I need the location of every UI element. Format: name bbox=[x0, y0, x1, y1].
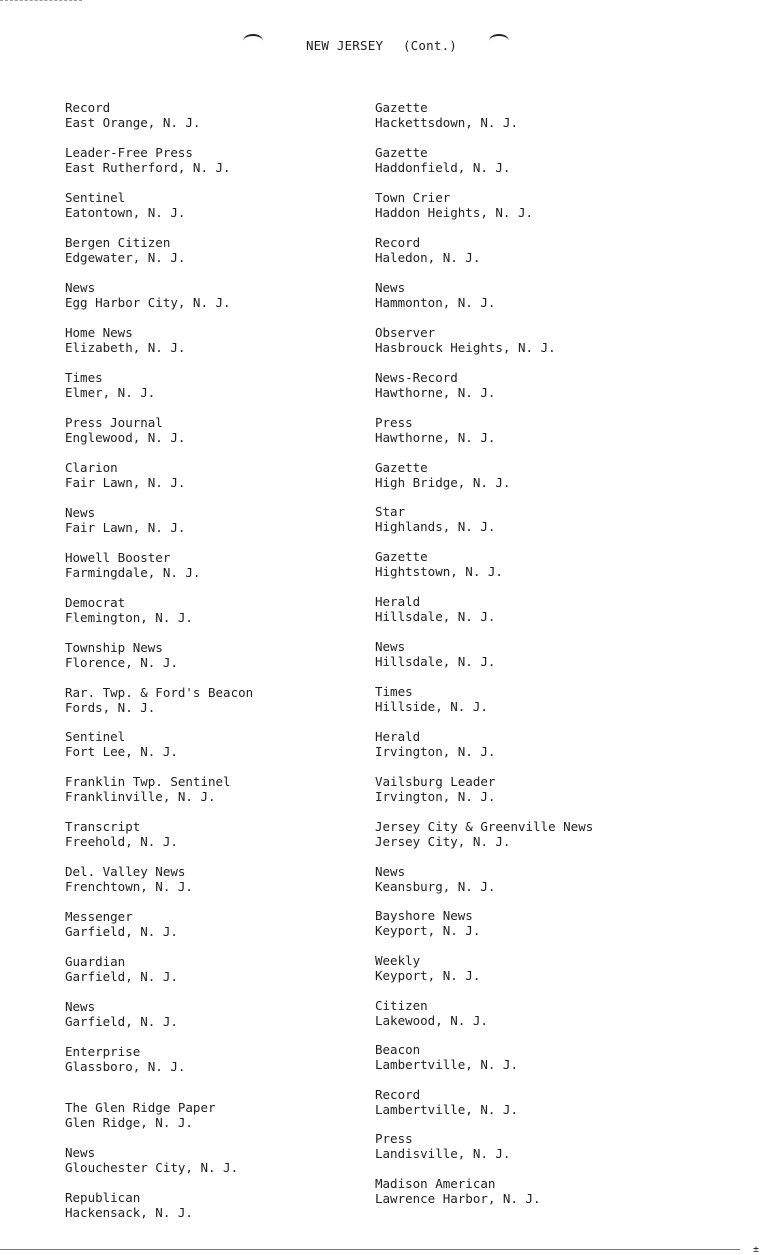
listing-entry bbox=[65, 415, 185, 445]
listing-entry bbox=[375, 1087, 518, 1117]
newspaper-name: Rar. Twp. & Ford's Beacon bbox=[65, 685, 254, 700]
newspaper-name: Madison American bbox=[375, 1176, 496, 1191]
newspaper-name: Enterprise bbox=[65, 1044, 141, 1059]
newspaper-city: East Orange, N. J. bbox=[65, 115, 201, 130]
listing-entry bbox=[65, 819, 178, 849]
newspaper-name: Gazette bbox=[375, 145, 428, 160]
newspaper-city: Elmer, N. J. bbox=[65, 385, 156, 400]
newspaper-name: Bergen Citizen bbox=[65, 235, 171, 250]
listing-entry bbox=[65, 235, 185, 265]
newspaper-city: Hillsdale, N. J. bbox=[375, 609, 496, 624]
page-header bbox=[0, 38, 763, 53]
newspaper-city: Garfield, N. J. bbox=[65, 1014, 178, 1029]
newspaper-city: Freehold, N. J. bbox=[65, 834, 178, 849]
listing-entry bbox=[65, 145, 231, 175]
listing-entry bbox=[65, 595, 193, 625]
listing-entry bbox=[65, 1044, 185, 1074]
listing-entry bbox=[65, 685, 253, 715]
newspaper-name: Gazette bbox=[375, 549, 428, 564]
newspaper-name: Gazette bbox=[375, 100, 428, 115]
newspaper-city: Garfield, N. J. bbox=[65, 924, 178, 939]
newspaper-city: Fort Lee, N. J. bbox=[65, 744, 178, 759]
newspaper-city: Franklinville, N. J. bbox=[65, 789, 216, 804]
page-subtitle: (Cont.) bbox=[402, 38, 458, 53]
newspaper-name: Times bbox=[375, 684, 413, 699]
listing-entry bbox=[65, 640, 178, 670]
newspaper-name: Star bbox=[375, 504, 406, 519]
listing-entry bbox=[65, 505, 185, 535]
newspaper-city: Keyport, N. J. bbox=[375, 923, 481, 938]
listing-entry bbox=[65, 1100, 216, 1130]
listing-entry bbox=[375, 145, 510, 175]
newspaper-city: Haddon Heights, N. J. bbox=[375, 205, 534, 220]
newspaper-city: Hackettsdown, N. J. bbox=[375, 115, 518, 130]
newspaper-city: High Bridge, N. J. bbox=[375, 475, 511, 490]
listing-entry bbox=[65, 999, 178, 1029]
newspaper-city: Lakewood, N. J. bbox=[375, 1013, 488, 1028]
newspaper-city: Haddonfield, N. J. bbox=[375, 160, 511, 175]
listing-entry bbox=[375, 415, 495, 445]
newspaper-city: Egg Harbor City, N. J. bbox=[65, 295, 231, 310]
newspaper-city: Elizabeth, N. J. bbox=[65, 340, 186, 355]
top-edge-dash bbox=[0, 0, 82, 1]
listing-entry bbox=[65, 954, 178, 984]
newspaper-city: Lambertville, N. J. bbox=[375, 1102, 518, 1117]
newspaper-city: Irvington, N. J. bbox=[375, 789, 496, 804]
newspaper-city: Florence, N. J. bbox=[65, 655, 178, 670]
newspaper-city: Hillside, N. J. bbox=[375, 699, 488, 714]
listing-entry bbox=[375, 460, 510, 490]
newspaper-name: Town Crier bbox=[375, 190, 451, 205]
listing-entry bbox=[375, 1176, 541, 1206]
newspaper-name: News-Record bbox=[375, 370, 458, 385]
listing-entry bbox=[375, 325, 556, 355]
newspaper-name: Messenger bbox=[65, 909, 133, 924]
newspaper-city: Keansburg, N. J. bbox=[375, 879, 496, 894]
newspaper-city: Hawthorne, N. J. bbox=[375, 430, 496, 445]
newspaper-name: Vailsburg Leader bbox=[375, 774, 496, 789]
newspaper-name: Del. Valley News bbox=[65, 864, 186, 879]
newspaper-name: Sentinel bbox=[65, 729, 126, 744]
newspaper-name: News bbox=[65, 1145, 96, 1160]
newspaper-name: News bbox=[65, 999, 96, 1014]
newspaper-city: Edgewater, N. J. bbox=[65, 250, 186, 265]
newspaper-city: Hasbrouck Heights, N. J. bbox=[375, 340, 556, 355]
listing-entry bbox=[375, 998, 488, 1028]
newspaper-name: Guardian bbox=[65, 954, 126, 969]
newspaper-name: Herald bbox=[375, 729, 421, 744]
listing-entry bbox=[375, 1042, 518, 1072]
listing-entry bbox=[375, 549, 503, 579]
newspaper-city: Glen Ridge, N. J. bbox=[65, 1115, 193, 1130]
newspaper-city: Glouchester City, N. J. bbox=[65, 1160, 239, 1175]
newspaper-name: News bbox=[375, 280, 406, 295]
listing-entry bbox=[65, 909, 178, 939]
listing-entry bbox=[65, 100, 200, 130]
listing-entry bbox=[65, 1145, 238, 1175]
page-title: NEW JERSEY bbox=[305, 38, 384, 53]
newspaper-name: Leader-Free Press bbox=[65, 145, 193, 160]
newspaper-name: Beacon bbox=[375, 1042, 421, 1057]
newspaper-name: Bayshore News bbox=[375, 908, 473, 923]
listing-entry bbox=[375, 235, 480, 265]
newspaper-name: Observer bbox=[375, 325, 436, 340]
listing-entry bbox=[375, 864, 495, 894]
newspaper-city: Eatontown, N. J. bbox=[65, 205, 186, 220]
listing-entry bbox=[375, 774, 495, 804]
newspaper-city: Keyport, N. J. bbox=[375, 968, 481, 983]
listing-entry bbox=[65, 1190, 193, 1220]
newspaper-name: News bbox=[65, 505, 96, 520]
newspaper-city: Hackensack, N. J. bbox=[65, 1205, 193, 1220]
newspaper-name: Weekly bbox=[375, 953, 421, 968]
newspaper-city: Hightstown, N. J. bbox=[375, 564, 503, 579]
newspaper-name: Home News bbox=[65, 325, 133, 340]
newspaper-name: Times bbox=[65, 370, 103, 385]
newspaper-name: Franklin Twp. Sentinel bbox=[65, 774, 231, 789]
newspaper-city: Hillsdale, N. J. bbox=[375, 654, 496, 669]
listing-entry bbox=[65, 774, 231, 804]
newspaper-city: Hawthorne, N. J. bbox=[375, 385, 496, 400]
newspaper-city: Frenchtown, N. J. bbox=[65, 879, 193, 894]
newspaper-name: News bbox=[375, 639, 406, 654]
newspaper-city: Englewood, N. J. bbox=[65, 430, 186, 445]
listing-entry bbox=[65, 729, 178, 759]
newspaper-name: Press bbox=[375, 415, 413, 430]
listing-entry bbox=[375, 953, 480, 983]
newspaper-city: East Rutherford, N. J. bbox=[65, 160, 231, 175]
listing-entry bbox=[375, 1131, 510, 1161]
bottom-rule bbox=[0, 1249, 740, 1250]
newspaper-city: Haledon, N. J. bbox=[375, 250, 481, 265]
newspaper-name: Herald bbox=[375, 594, 421, 609]
listing-entry bbox=[65, 370, 155, 400]
newspaper-city: Garfield, N. J. bbox=[65, 969, 178, 984]
listing-entry bbox=[65, 550, 200, 580]
newspaper-name: Record bbox=[375, 1087, 421, 1102]
newspaper-name: Howell Booster bbox=[65, 550, 171, 565]
listing-entry bbox=[65, 280, 231, 310]
newspaper-city: Lawrence Harbor, N. J. bbox=[375, 1191, 541, 1206]
newspaper-city: Jersey City, N. J. bbox=[375, 834, 511, 849]
newspaper-city: Flemington, N. J. bbox=[65, 610, 193, 625]
newspaper-name: Republican bbox=[65, 1190, 141, 1205]
newspaper-city: Hammonton, N. J. bbox=[375, 295, 496, 310]
listing-entry bbox=[65, 190, 185, 220]
listing-entry bbox=[375, 100, 518, 130]
corner-mark: ± bbox=[753, 1244, 760, 1255]
newspaper-city: Lambertville, N. J. bbox=[375, 1057, 518, 1072]
listing-entry bbox=[375, 684, 488, 714]
listing-entry bbox=[375, 729, 495, 759]
newspaper-name: Jersey City & Greenville News bbox=[375, 819, 594, 834]
newspaper-name: News bbox=[65, 280, 96, 295]
newspaper-name: Record bbox=[375, 235, 421, 250]
listing-entry bbox=[375, 280, 495, 310]
listing-entry bbox=[65, 460, 185, 490]
listing-entry bbox=[375, 639, 495, 669]
newspaper-city: Farmingdale, N. J. bbox=[65, 565, 201, 580]
newspaper-name: Record bbox=[65, 100, 111, 115]
listing-entry bbox=[65, 325, 185, 355]
newspaper-city: Landisville, N. J. bbox=[375, 1146, 511, 1161]
listing-entry bbox=[375, 819, 593, 849]
newspaper-name: Citizen bbox=[375, 998, 428, 1013]
newspaper-name: Press bbox=[375, 1131, 413, 1146]
listing-entry bbox=[375, 908, 480, 938]
newspaper-city: Irvington, N. J. bbox=[375, 744, 496, 759]
listing-entry bbox=[375, 594, 495, 624]
listing-entry bbox=[65, 864, 193, 894]
listing-entry bbox=[375, 370, 495, 400]
newspaper-city: Fair Lawn, N. J. bbox=[65, 475, 186, 490]
newspaper-name: Gazette bbox=[375, 460, 428, 475]
listing-entry bbox=[375, 504, 495, 534]
newspaper-name: Sentinel bbox=[65, 190, 126, 205]
newspaper-city: Glassboro, N. J. bbox=[65, 1059, 186, 1074]
newspaper-name: Transcript bbox=[65, 819, 141, 834]
newspaper-name: Democrat bbox=[65, 595, 126, 610]
newspaper-city: Fair Lawn, N. J. bbox=[65, 520, 186, 535]
newspaper-city: Fords, N. J. bbox=[65, 700, 156, 715]
newspaper-city: Highlands, N. J. bbox=[375, 519, 496, 534]
listing-entry bbox=[375, 190, 533, 220]
newspaper-name: News bbox=[375, 864, 406, 879]
newspaper-name: The Glen Ridge Paper bbox=[65, 1100, 216, 1115]
newspaper-name: Press Journal bbox=[65, 415, 163, 430]
newspaper-name: Clarion bbox=[65, 460, 118, 475]
newspaper-name: Township News bbox=[65, 640, 163, 655]
